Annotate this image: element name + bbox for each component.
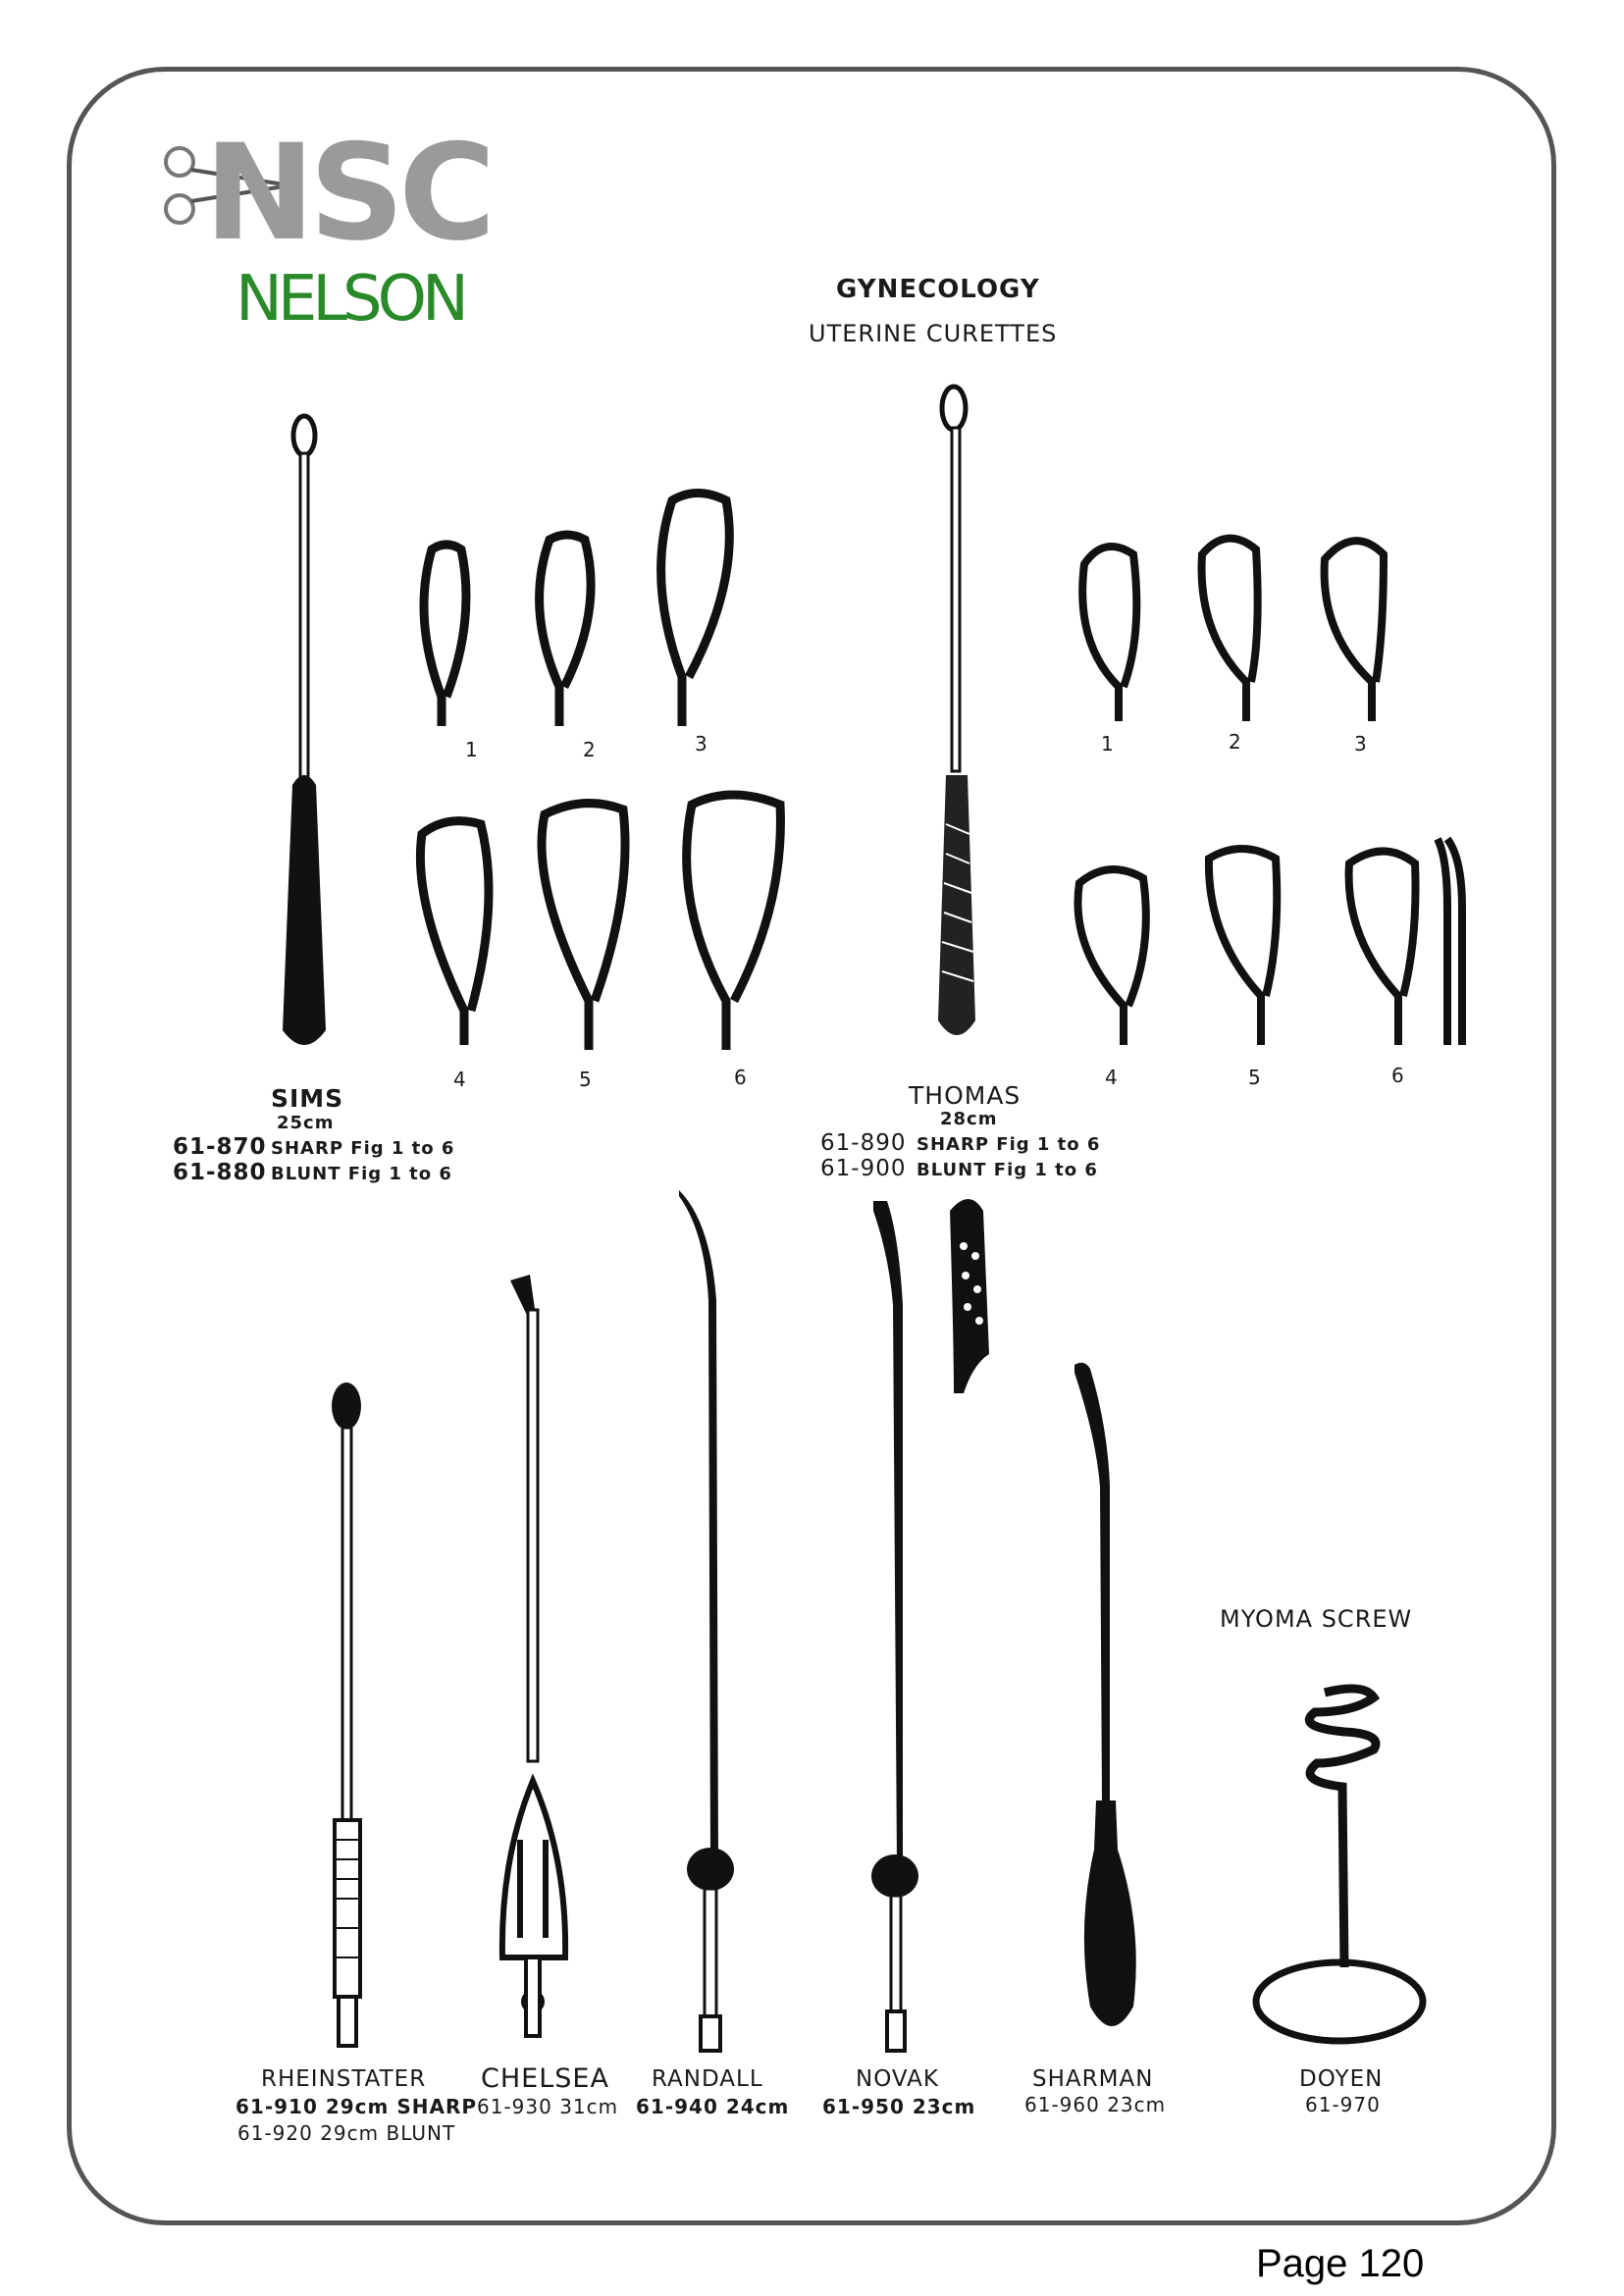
thomas-fig-1: 1 (1101, 732, 1114, 756)
thomas-desc-1: SHARP Fig 1 to 6 (917, 1134, 1101, 1155)
randall-line-1: 61-940 24cm (636, 2095, 790, 2118)
sims-desc-1: SHARP Fig 1 to 6 (271, 1138, 455, 1159)
randall-name: RANDALL (652, 2066, 763, 2092)
sharman-curette-illustration (1055, 1359, 1153, 2056)
section-title: GYNECOLOGY (836, 275, 1040, 304)
sims-name: SIMS (271, 1084, 344, 1113)
sims-fig-1: 1 (465, 738, 478, 761)
sims-desc-2: BLUNT Fig 1 to 6 (271, 1164, 452, 1184)
sims-fig-4: 4 (453, 1068, 466, 1091)
randall-curette-illustration (675, 1182, 744, 2056)
sims-code-2: 61-880 (173, 1160, 267, 1185)
thomas-fig-3: 3 (1354, 732, 1367, 756)
thomas-code-1: 61-890 (820, 1130, 907, 1156)
sims-fig-3: 3 (695, 732, 707, 756)
sharman-name: SHARMAN (1032, 2066, 1154, 2092)
thomas-loop-figures (1060, 525, 1472, 1060)
rheinstater-line-2: 61-920 29cm BLUNT (237, 2121, 456, 2145)
novak-curette-illustration (864, 1197, 922, 2056)
doyen-line-1: 61-970 (1305, 2093, 1381, 2116)
sims-fig-5: 5 (579, 1068, 592, 1091)
brand-name: NELSON (236, 263, 464, 336)
sims-fig-6: 6 (734, 1066, 747, 1089)
sharman-line-1: 61-960 23cm (1024, 2093, 1167, 2116)
doyen-myoma-screw-illustration (1246, 1673, 1442, 2051)
logo-text: NSC (204, 116, 491, 270)
doyen-name: DOYEN (1299, 2066, 1384, 2092)
thomas-code-2: 61-900 (820, 1156, 907, 1181)
chelsea-curette-illustration (491, 1271, 589, 2056)
novak-tip-detail-illustration (944, 1197, 1003, 1398)
chelsea-line-1: 61-930 31cm (477, 2095, 619, 2118)
thomas-desc-2: BLUNT Fig 1 to 6 (917, 1160, 1098, 1180)
chelsea-name: CHELSEA (481, 2063, 609, 2094)
novak-name: NOVAK (856, 2066, 939, 2092)
rheinstater-curette-illustration (319, 1379, 378, 2056)
sims-loop-figures (402, 491, 814, 1060)
thomas-fig-6: 6 (1391, 1064, 1404, 1087)
thomas-length: 28cm (940, 1109, 998, 1129)
thomas-fig-2: 2 (1229, 730, 1241, 754)
novak-line-1: 61-950 23cm (822, 2095, 976, 2118)
rheinstater-name: RHEINSTATER (261, 2066, 427, 2092)
sims-curette-illustration (275, 412, 334, 1060)
rheinstater-line-1: 61-910 29cm SHARP (236, 2095, 478, 2118)
nsc-logo (155, 116, 491, 270)
thomas-name: THOMAS (909, 1081, 1022, 1110)
sims-code-1: 61-870 (173, 1134, 267, 1160)
section-subtitle: UTERINE CURETTES (809, 320, 1058, 347)
thomas-fig-5: 5 (1248, 1066, 1261, 1089)
sims-fig-2: 2 (583, 738, 596, 761)
myoma-screw-title: MYOMA SCREW (1220, 1605, 1413, 1633)
thomas-curette-illustration (932, 383, 991, 1060)
page-number: Page 120 (1256, 2242, 1425, 2285)
sims-length: 25cm (277, 1113, 335, 1133)
thomas-fig-4: 4 (1105, 1066, 1118, 1089)
